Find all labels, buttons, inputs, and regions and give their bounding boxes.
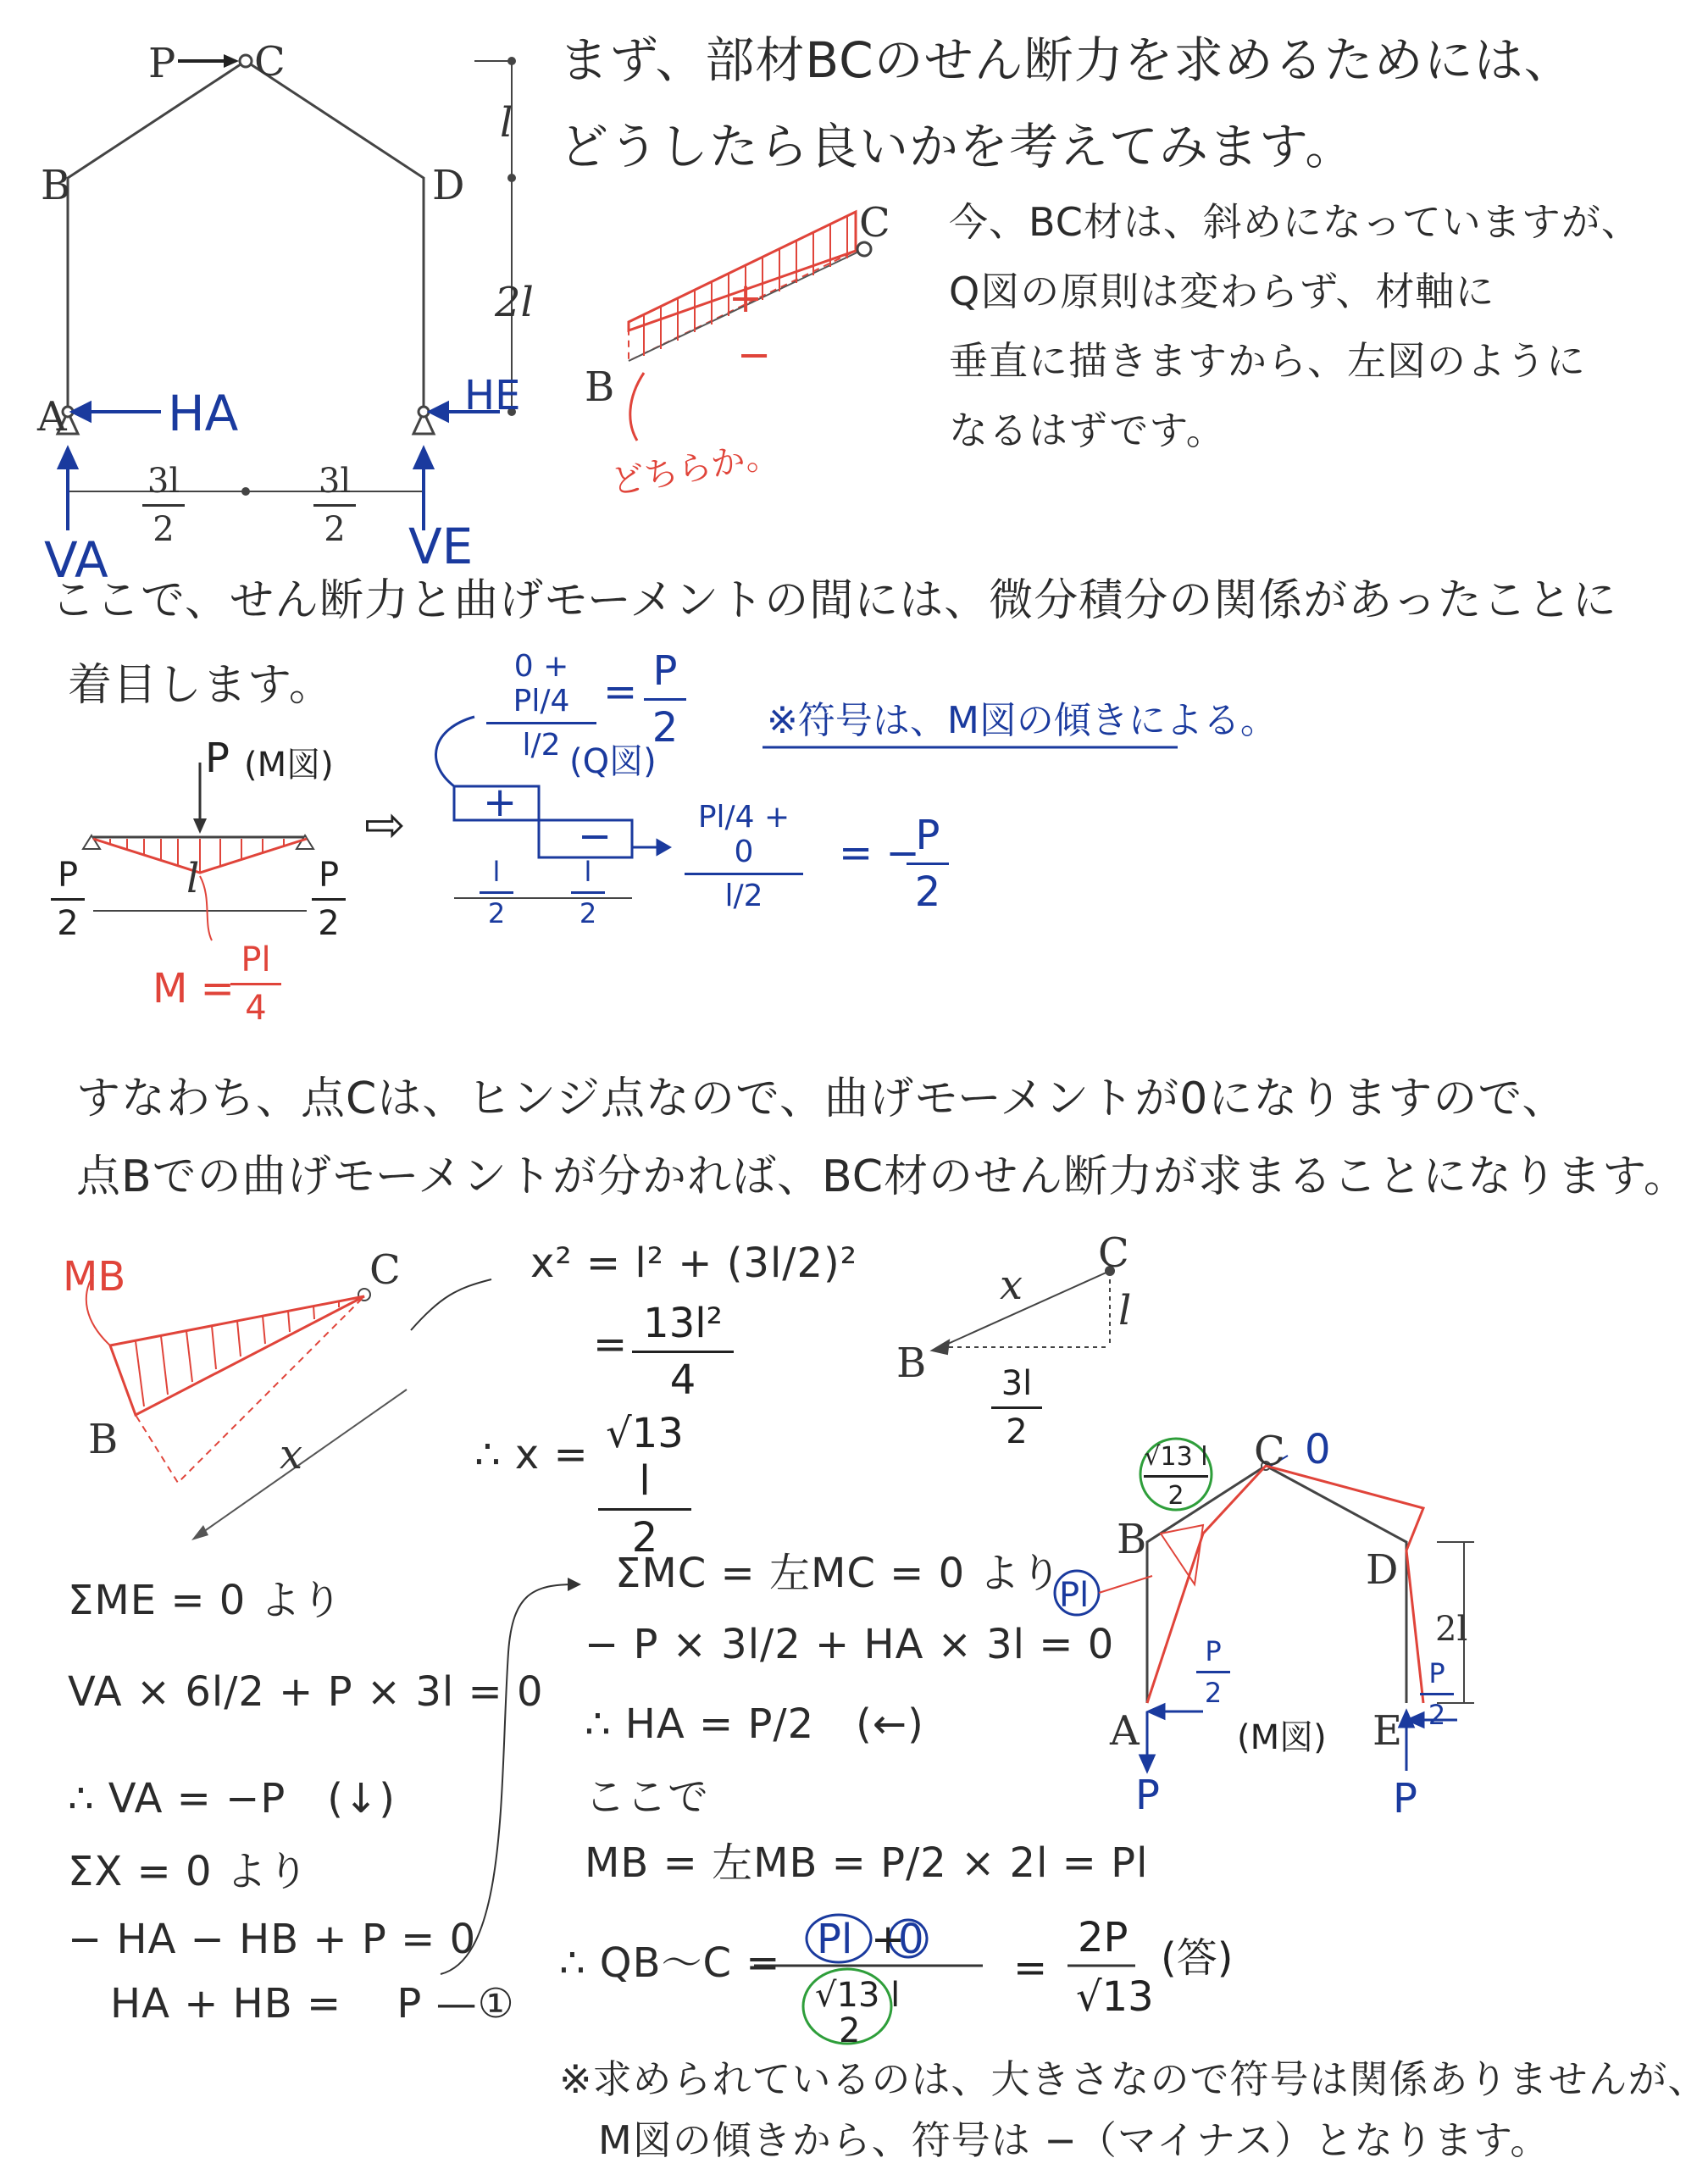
frame-lines — [58, 55, 434, 434]
final-res-num: 2P — [1078, 1914, 1128, 1961]
md-p-half-right: P 2 — [1420, 1657, 1454, 1731]
tri-3l2: 3l 2 — [991, 1364, 1042, 1451]
tri-b: B — [896, 1340, 927, 1387]
pyth-eq2-prefix: = — [593, 1321, 629, 1368]
moment-value: Pl 4 — [230, 940, 281, 1028]
sign-note: ※符号は、M図の傾きによる。 — [767, 699, 1278, 742]
q-half-left: l 2 — [480, 856, 513, 929]
small-triangle — [932, 1267, 1114, 1354]
dim-3l-right: 3l 2 — [313, 462, 356, 549]
md-c: C — [1254, 1428, 1285, 1475]
shear-note-4: なるはずです。 — [949, 408, 1226, 453]
md-p-half-left: P 2 — [1196, 1635, 1230, 1709]
shear-minus: − — [737, 331, 772, 379]
mb-x: x — [280, 1431, 303, 1478]
pyth-eq2: 13l² 4 — [632, 1300, 734, 1404]
label-va: VA — [44, 531, 108, 589]
label-c: C — [254, 38, 286, 86]
dim-3l-left: 3l 2 — [142, 462, 185, 549]
label-a: A — [37, 393, 67, 441]
final-res-den: √13 — [1076, 1973, 1154, 2021]
beam-reaction-left: P 2 — [51, 856, 85, 943]
beam-l: l — [186, 855, 200, 902]
final-num-a: Pl — [817, 1916, 853, 1963]
shear-label-c: C — [859, 199, 890, 247]
shear-plus: + — [729, 275, 763, 322]
calc-left-4: ΣX = 0 より — [68, 1848, 309, 1895]
q-half-right: l 2 — [571, 856, 605, 929]
calc-left-2: VA × 6l/2 + P × 3l = 0 — [68, 1668, 544, 1716]
mb-label: MB — [63, 1253, 126, 1301]
hinge-line-2: 点Bでの曲げモーメントが分かれば、BC材のせん断力が求まることになります。 — [76, 1151, 1689, 1202]
shear-note-2: Q図の原則は変わらず、材軸に — [949, 269, 1495, 314]
pyth-eq1: x² = l² + (3l/2)² — [530, 1240, 857, 1287]
final-ans: (答) — [1161, 1934, 1234, 1982]
calc-left-3: ∴ VA = −P (↓) — [68, 1775, 396, 1822]
title-line-2: どうしたら良いかを考えてみます。 — [559, 118, 1356, 175]
final-eq: = — [1013, 1944, 1048, 1992]
dim-2l: 2l — [495, 279, 534, 326]
q-label: (Q図) — [569, 742, 657, 781]
md-p-right: P — [1393, 1775, 1417, 1822]
q-plus: + — [483, 779, 518, 826]
beam-moment — [83, 763, 313, 940]
label-ha: HA — [168, 385, 239, 442]
moment-prefix: M = — [152, 965, 235, 1012]
tri-c: C — [1098, 1229, 1129, 1277]
calc-right-3: ∴ HA = P/2 (←) — [585, 1700, 924, 1748]
md-pl: Pl — [1059, 1576, 1090, 1615]
md-d: D — [1366, 1546, 1399, 1594]
beam-load-p: P — [205, 735, 230, 782]
shear-sketch — [629, 212, 871, 441]
mb-c: C — [369, 1246, 401, 1294]
label-ve: VE — [408, 518, 474, 575]
label-d: D — [432, 162, 465, 209]
final-num-b: 0 — [898, 1916, 924, 1963]
pyth-eq3-prefix: ∴ x = — [474, 1431, 589, 1478]
md-label: (M図) — [1237, 1718, 1327, 1757]
mb-triangle — [86, 1275, 491, 1540]
frac1-res: P 2 — [644, 647, 686, 752]
frac1: 0 + Pl/4 l/2 — [486, 649, 596, 763]
beam-reaction-right: P 2 — [312, 856, 346, 943]
final-den: √13 l — [815, 1976, 901, 2015]
label-b: B — [41, 162, 71, 209]
calc-right-5: MB = 左MB = P/2 × 2l = Pl — [585, 1839, 1149, 1887]
tri-l: l — [1118, 1287, 1132, 1334]
final-lhs: ∴ QB〜C = — [559, 1939, 781, 1987]
calc-left-6: HA + HB = P —① — [110, 1980, 515, 2028]
shear-either: どちらか。 — [607, 434, 782, 503]
md-e: E — [1372, 1707, 1403, 1755]
calc-right-2: − P × 3l/2 + HA × 3l = 0 — [585, 1621, 1115, 1668]
title-line-1: まず、部材BCのせん断力を求めるためには、 — [559, 31, 1574, 89]
label-p: P — [148, 40, 176, 87]
md-a: A — [1110, 1707, 1140, 1755]
final-num-plus: + — [871, 1916, 906, 1963]
frac1-eq: = — [603, 668, 638, 716]
q-minus: − — [578, 813, 613, 860]
tri-x: x — [1000, 1262, 1023, 1309]
mb-b: B — [88, 1416, 119, 1463]
shear-note-3: 垂直に描きますから、左図のように — [949, 338, 1586, 384]
frac2-eq: = − — [839, 829, 920, 877]
hinge-line-1: すなわち、点Cは、ヒンジ点なので、曲げモーメントが0になりますので、 — [76, 1073, 1567, 1124]
md-b: B — [1117, 1516, 1147, 1563]
pyth-eq3: √13 l 2 — [598, 1410, 691, 1562]
md-p-left: P — [1135, 1772, 1160, 1819]
dim-l: l — [500, 99, 513, 147]
diff-line-2: 着目します。 — [68, 660, 334, 711]
beam-m-label: (M図) — [244, 746, 334, 785]
footer-line-1: ※求められているのは、大きさなので符号は関係ありませんが、 — [559, 2056, 1708, 2102]
frac2-res: P 2 — [907, 812, 949, 916]
footer-line-2: M図の傾きから、符号は −（マイナス）となります。 — [598, 2117, 1550, 2163]
shear-label-b: B — [585, 363, 615, 411]
calc-left-1: ΣME = 0 より — [68, 1577, 343, 1624]
diff-line-1: ここで、せん断力と曲げモーメントの間には、微分積分の関係があったことに — [51, 575, 1617, 626]
label-he: HE — [464, 372, 521, 419]
calc-right-1: ΣMC = 左MC = 0 より — [615, 1550, 1062, 1597]
shear-note-1: 今、BC材は、斜めになっていますが、 — [949, 199, 1641, 245]
final-den2: 2 — [839, 2011, 861, 2050]
md-dim: 2l — [1435, 1610, 1468, 1649]
md-zero: 0 — [1305, 1426, 1331, 1473]
calc-left-5: − HA − HB + P = 0 — [68, 1916, 477, 1963]
beam-arrow: ⇨ — [364, 796, 406, 853]
md-sqrt: √13 l 2 — [1144, 1442, 1208, 1511]
frac2: Pl/4 + 0 l/2 — [685, 800, 803, 913]
calc-right-4: ここで — [585, 1773, 710, 1821]
